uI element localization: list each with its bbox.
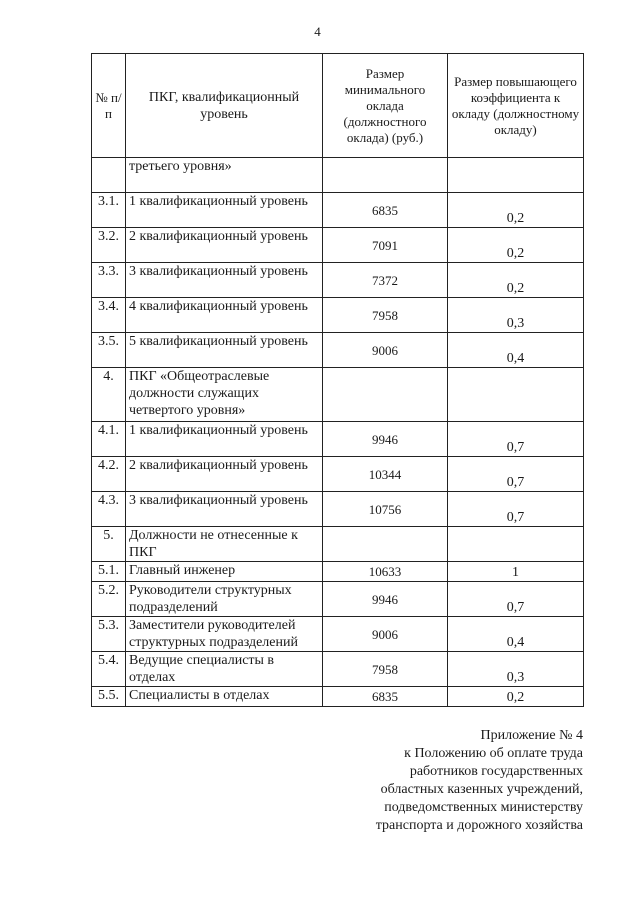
table-row bbox=[92, 422, 584, 457]
row-num: 5.4. bbox=[92, 652, 126, 687]
row-num: 3.5. bbox=[92, 333, 126, 368]
row-salary: 7091 bbox=[323, 228, 448, 263]
table-row bbox=[92, 652, 584, 687]
page-number: 4 bbox=[314, 24, 321, 39]
appendix-title: Приложение № 4 bbox=[480, 728, 583, 743]
row-coef bbox=[448, 368, 584, 422]
table-row bbox=[92, 158, 584, 193]
row-coef: 0,3 bbox=[448, 652, 584, 687]
row-num: 5.5. bbox=[92, 687, 126, 707]
row-salary: 6835 bbox=[323, 193, 448, 228]
row-salary: 10756 bbox=[323, 492, 448, 527]
table-row bbox=[92, 228, 584, 263]
row-salary bbox=[323, 158, 448, 193]
appendix-line: областных казенных учреждений, bbox=[380, 782, 583, 797]
row-num: 3.1. bbox=[92, 193, 126, 228]
row-salary: 9006 bbox=[323, 333, 448, 368]
row-salary: 9946 bbox=[323, 582, 448, 617]
table-row bbox=[92, 617, 584, 652]
row-salary: 7958 bbox=[323, 652, 448, 687]
table-row bbox=[92, 457, 584, 492]
row-num: 4.1. bbox=[92, 422, 126, 457]
row-name: Должности не отнесенные к ПКГ bbox=[126, 527, 323, 562]
row-name: 5 квалификационный уровень bbox=[126, 333, 323, 368]
row-num: 5. bbox=[92, 527, 126, 562]
row-name: Главный инженер bbox=[126, 562, 323, 582]
appendix-block bbox=[263, 727, 583, 835]
row-name: 1 квалификационный уровень bbox=[126, 193, 323, 228]
row-num: 3.3. bbox=[92, 263, 126, 298]
row-name: 4 квалификационный уровень bbox=[126, 298, 323, 333]
row-num: 5.1. bbox=[92, 562, 126, 582]
row-salary bbox=[323, 527, 448, 562]
header-salary: Размер минимального оклада (должностного оклада) (руб.) bbox=[323, 54, 448, 158]
row-coef: 0,2 bbox=[448, 228, 584, 263]
table-row bbox=[92, 193, 584, 228]
table-row bbox=[92, 298, 584, 333]
header-coef: Размер повышающего коэффициента к окладу (должностному окладу) bbox=[448, 54, 584, 158]
table-row bbox=[92, 687, 584, 707]
salary-table bbox=[91, 53, 584, 707]
table-row bbox=[92, 582, 584, 617]
row-num: 4.3. bbox=[92, 492, 126, 527]
table-row bbox=[92, 492, 584, 527]
row-coef: 0,7 bbox=[448, 492, 584, 527]
header-num: № п/п bbox=[92, 54, 126, 158]
row-coef: 0,4 bbox=[448, 333, 584, 368]
row-name: Заместители руководителей структурных подразделений bbox=[126, 617, 323, 652]
row-salary: 9946 bbox=[323, 422, 448, 457]
row-salary: 7958 bbox=[323, 298, 448, 333]
table-body bbox=[92, 158, 584, 707]
row-coef bbox=[448, 527, 584, 562]
row-name: 2 квалификационный уровень bbox=[126, 228, 323, 263]
row-num bbox=[92, 158, 126, 193]
appendix-line: работников государственных bbox=[409, 764, 583, 779]
row-salary: 6835 bbox=[323, 687, 448, 707]
table-row bbox=[92, 333, 584, 368]
row-coef: 0,7 bbox=[448, 582, 584, 617]
table-header-row bbox=[92, 54, 584, 158]
row-salary: 10633 bbox=[323, 562, 448, 582]
row-name: Руководители структурных подразделений bbox=[126, 582, 323, 617]
appendix-line: к Положению об оплате труда bbox=[404, 746, 583, 761]
row-salary: 7372 bbox=[323, 263, 448, 298]
row-coef: 0,2 bbox=[448, 263, 584, 298]
row-coef: 0,7 bbox=[448, 422, 584, 457]
row-num: 4. bbox=[92, 368, 126, 422]
row-coef: 0,3 bbox=[448, 298, 584, 333]
row-num: 5.3. bbox=[92, 617, 126, 652]
row-coef: 0,2 bbox=[448, 193, 584, 228]
row-salary bbox=[323, 368, 448, 422]
row-num: 3.4. bbox=[92, 298, 126, 333]
row-coef bbox=[448, 158, 584, 193]
row-salary: 10344 bbox=[323, 457, 448, 492]
appendix-line: подведомственных министерству bbox=[384, 800, 583, 815]
header-name: ПКГ, квалификационный уровень bbox=[126, 54, 323, 158]
row-name: 2 квалификационный уровень bbox=[126, 457, 323, 492]
row-salary: 9006 bbox=[323, 617, 448, 652]
row-num: 3.2. bbox=[92, 228, 126, 263]
row-name: 3 квалификационный уровень bbox=[126, 492, 323, 527]
row-name: Ведущие специалисты в отделах bbox=[126, 652, 323, 687]
table-row bbox=[92, 527, 584, 562]
row-name: ПКГ «Общеотраслевые должности служащих четвертого уровня» bbox=[126, 368, 323, 422]
row-num: 4.2. bbox=[92, 457, 126, 492]
appendix-line: транспорта и дорожного хозяйства bbox=[375, 818, 583, 833]
table-row bbox=[92, 562, 584, 582]
row-name: 3 квалификационный уровень bbox=[126, 263, 323, 298]
row-name: третьего уровня» bbox=[126, 158, 323, 193]
row-num: 5.2. bbox=[92, 582, 126, 617]
row-name: Специалисты в отделах bbox=[126, 687, 323, 707]
table-row bbox=[92, 368, 584, 422]
row-name: 1 квалификационный уровень bbox=[126, 422, 323, 457]
row-coef: 0,4 bbox=[448, 617, 584, 652]
row-coef: 0,7 bbox=[448, 457, 584, 492]
table-row bbox=[92, 263, 584, 298]
row-coef: 0,2 bbox=[448, 687, 584, 707]
row-coef: 1 bbox=[448, 562, 584, 582]
